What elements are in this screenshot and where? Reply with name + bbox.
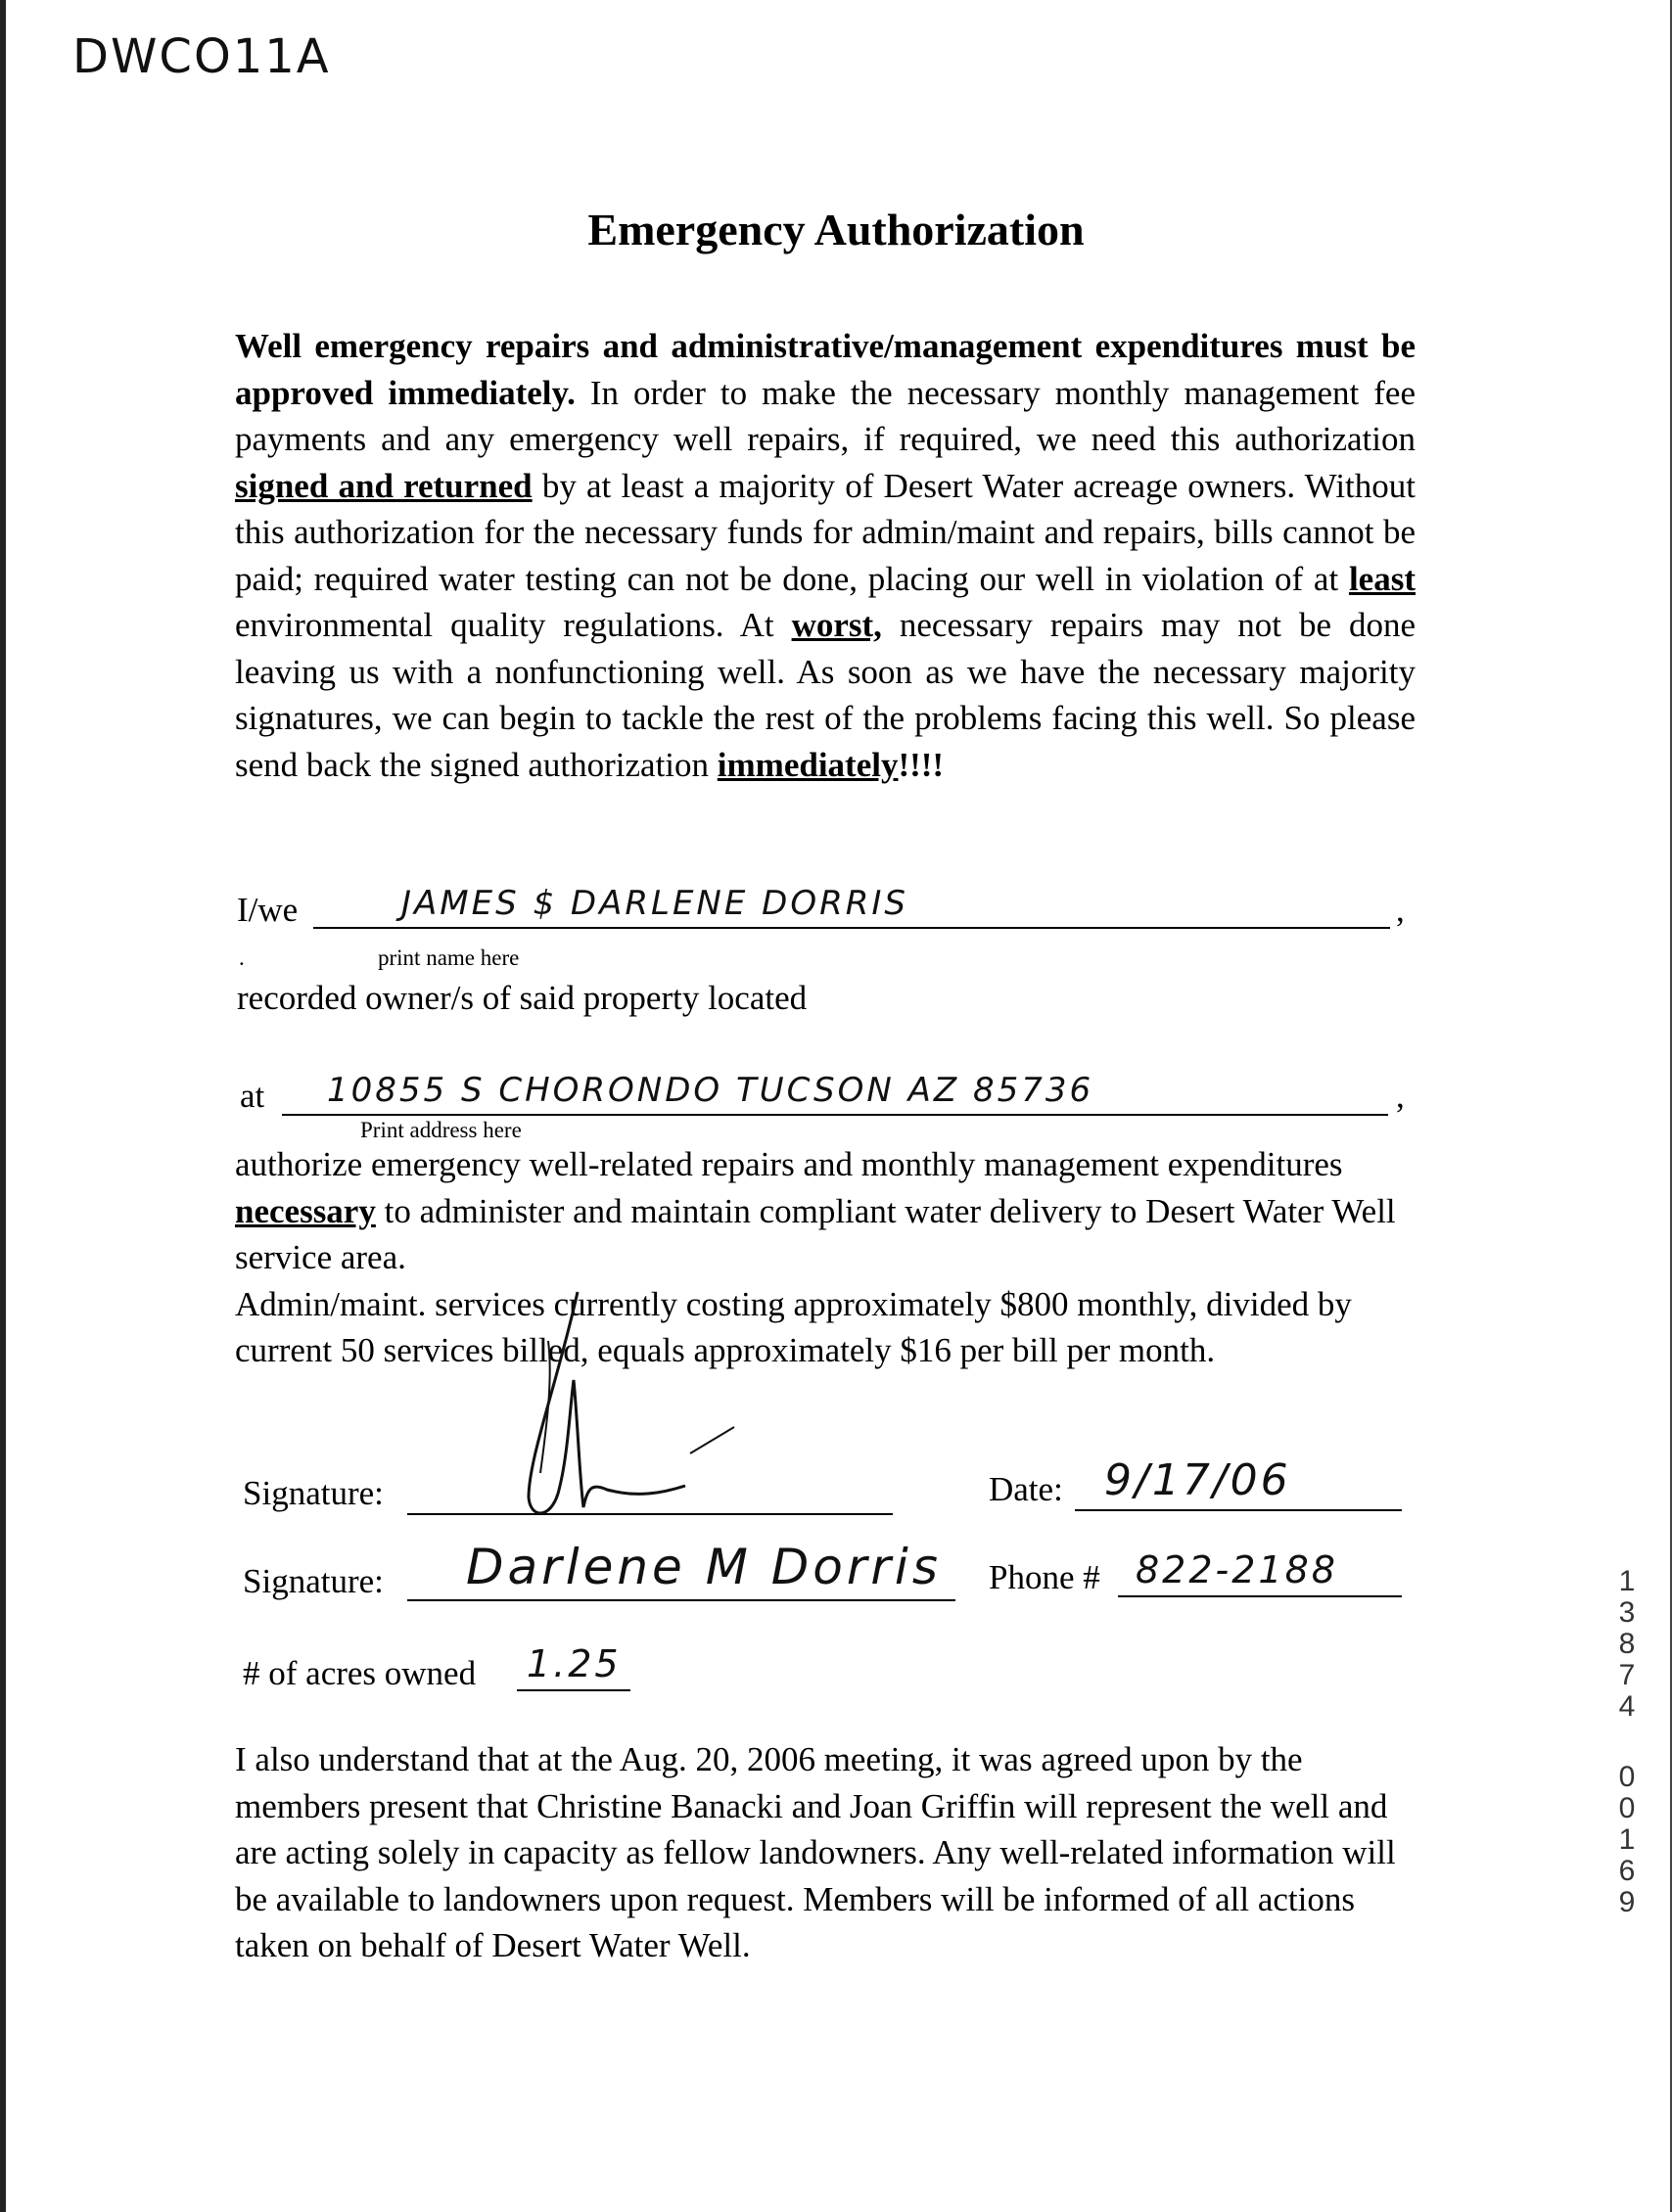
intro-signed-returned: signed and returned xyxy=(235,466,533,505)
acres-label: # of acres owned xyxy=(243,1654,477,1692)
address-caption: Print address here xyxy=(360,1118,522,1142)
address-label: at xyxy=(240,1077,265,1115)
closing-paragraph: I also understand that at the Aug. 20, 2006 meeting, it was agreed upon by the members present that Christine Banacki and Joan Griffin will represent the well and are acting solely in capacity as fellow landowners. Any well-related information will be available to landowners upon request. Members will be informed of all actions taken on behalf of Desert Water Well. xyxy=(235,1740,1396,1964)
bates-digit: 9 xyxy=(1618,1886,1636,1918)
owner-comma: , xyxy=(1396,891,1405,929)
signature2-field[interactable] xyxy=(407,1539,955,1601)
owner-label: I/we xyxy=(237,891,299,929)
date-label: Date: xyxy=(989,1470,1063,1508)
page-title: Emergency Authorization xyxy=(587,205,1085,254)
acres-field[interactable] xyxy=(517,1644,630,1691)
owner-name-value: JAMES $ DARLENE DORRIS xyxy=(401,884,908,923)
bates-gap xyxy=(1607,1723,1647,1762)
authorize-text-1: authorize emergency well-related repairs and monthly management expenditures xyxy=(235,1145,1343,1183)
address-comma: , xyxy=(1396,1077,1405,1115)
signature1-scrawl xyxy=(489,1263,744,1527)
address-field[interactable] xyxy=(282,1069,1388,1116)
intro-text-2: by at least a majority of Desert Water acreage owners. Without this authorization for the necessary funds for admin/maint and repairs, bills cannot be paid; required water testing can not be done, placing our well in violation of at xyxy=(235,466,1416,598)
signature2-value: Darlene M Dorris xyxy=(466,1539,942,1595)
intro-text-3: environmental quality regulations. At xyxy=(235,606,792,644)
bates-digit: 7 xyxy=(1618,1659,1636,1691)
bates-number xyxy=(1607,1566,1647,1918)
handwritten-corner-note: DWCO11A xyxy=(72,29,331,84)
bates-digit: 0 xyxy=(1618,1761,1636,1793)
bates-digit: 1 xyxy=(1618,1565,1636,1597)
bates-digit: 8 xyxy=(1618,1628,1636,1660)
scan-edge-left xyxy=(0,0,6,2212)
bates-digit: 4 xyxy=(1618,1690,1636,1723)
intro-paragraph xyxy=(235,323,1416,788)
owner-name-field[interactable] xyxy=(313,886,1390,929)
bates-digit: 0 xyxy=(1618,1792,1636,1824)
date-field[interactable] xyxy=(1075,1455,1402,1511)
intro-exclamation: !!!! xyxy=(898,745,945,784)
signature2-label: Signature: xyxy=(243,1562,384,1600)
authorize-text-2: to administer and maintain compliant water delivery to Desert Water Well service area. xyxy=(235,1191,1396,1276)
address-value: 10855 S CHORONDO TUCSON AZ 85736 xyxy=(327,1071,1094,1110)
intro-text-1: In order to make the necessary monthly management fee payments and any emergency well repairs, if required, we need this authorization xyxy=(235,373,1416,458)
intro-bold-lead: Well emergency repairs and administrative/management expenditures must be approved immediately. xyxy=(235,327,1416,412)
phone-label: Phone # xyxy=(989,1558,1100,1596)
authorize-admin-text: Admin/maint. services currently costing approximately $800 monthly, divided by current 50 services billed, equals approximately $16 per bill per month. xyxy=(235,1284,1352,1369)
phone-field[interactable] xyxy=(1118,1550,1402,1597)
authorize-necessary: necessary xyxy=(235,1191,376,1230)
bates-digit: 6 xyxy=(1618,1855,1636,1887)
intro-immediately: immediately xyxy=(717,745,899,784)
recorded-owner-text: recorded owner/s of said property located xyxy=(237,979,808,1017)
intro-least: least xyxy=(1348,559,1416,598)
intro-text-4: necessary repairs may not be done leaving us with a nonfunctioning well. As soon as we have the necessary majority signatures, we can begin to tackle the rest of the problems facing this well. So please send back the signed authorization xyxy=(235,606,1417,784)
acres-value: 1.25 xyxy=(527,1642,622,1685)
date-value: 9/17/06 xyxy=(1104,1455,1291,1505)
authorize-paragraph xyxy=(235,1141,1429,1374)
bates-digit: 3 xyxy=(1618,1596,1636,1629)
intro-worst: worst, xyxy=(791,606,882,644)
phone-value: 822-2188 xyxy=(1136,1548,1338,1591)
bates-digit: 1 xyxy=(1618,1823,1636,1856)
owner-caption: print name here xyxy=(378,945,520,970)
owner-dot: . xyxy=(239,945,245,970)
signature1-label: Signature: xyxy=(243,1474,384,1512)
